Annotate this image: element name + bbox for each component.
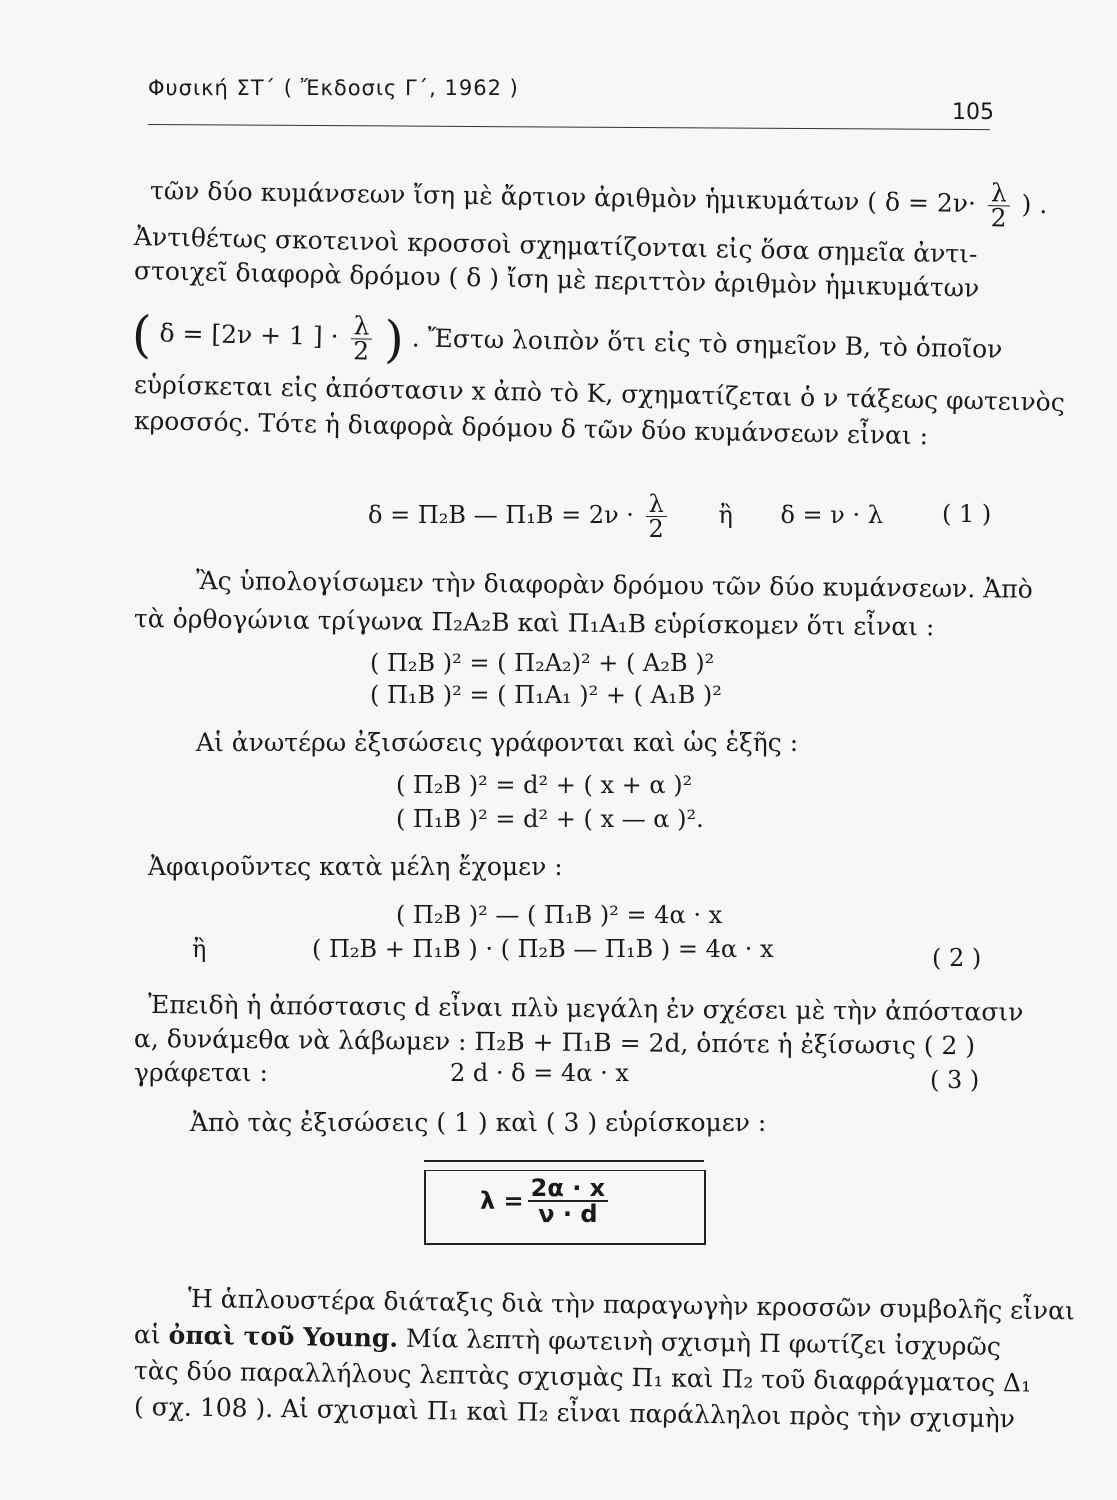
text-line-16-body: Μία λεπτὴ φωτεινὴ σχισμὴ Π φωτίζει ἰσχυρῶς bbox=[405, 1323, 1002, 1362]
text-line-2: Ἀντιθέτως σκοτεινοὶ κροσσοὶ σχηματίζονται εἰς ὅσα σημεῖα ἀντι- bbox=[133, 222, 978, 269]
text-line-10: Ἀφαιροῦντες κατὰ μέλη ἔχομεν : bbox=[148, 852, 563, 881]
fraction-denominator: 2 bbox=[352, 336, 370, 366]
big-paren-open: ( bbox=[131, 305, 153, 364]
fraction-lambda-over-2 bbox=[987, 178, 1010, 233]
text-line-1 bbox=[150, 168, 1048, 231]
fraction-numerator: 2α · x bbox=[528, 1176, 609, 1202]
text-line-1-end: ) . bbox=[1021, 189, 1048, 220]
text-line-5: εὑρίσκεται εἰς ἀπόστασιν x ἀπὸ τὸ Κ, σχηματίζεται ὁ ν τάξεως φωτεινὸς bbox=[133, 370, 1066, 417]
text-line-17: τὰς δύο παραλλήλους λεπτὰς σχισμὰς Π₁ καὶ Π₂ τοῦ διαφράγματος Δ₁ bbox=[133, 1356, 1032, 1398]
boxed-formula-lhs: λ = bbox=[480, 1187, 524, 1215]
equation-1 bbox=[368, 492, 883, 541]
fraction-denominator: ν · d bbox=[538, 1200, 598, 1228]
fraction-numerator: λ bbox=[646, 492, 667, 517]
text-line-18: ( σχ. 108 ). Αἱ σχισμαὶ Π₁ καὶ Π₂ εἶναι παράλληλοι πρὸς τὴν σχισμὴν bbox=[133, 1392, 1016, 1434]
text-line-16-start: αἱ bbox=[133, 1320, 161, 1350]
big-paren-close: ) bbox=[383, 310, 405, 369]
result-box-top-rule bbox=[424, 1160, 704, 1162]
equation-3b: ( Π₁Β )² = d² + ( x — α )². bbox=[396, 805, 704, 833]
page-number: 105 bbox=[952, 100, 994, 125]
fraction-numerator: λ bbox=[350, 314, 372, 339]
text-line-8: τὰ ὀρθογώνια τρίγωνα Π₂Α₂Β καὶ Π₁Α₁Β εὑρίσκομεν ὅτι εἶναι : bbox=[133, 604, 935, 642]
term-young-slits: ὀπαὶ τοῦ Young. bbox=[168, 1320, 399, 1353]
equation-2a: ( Π₂Β )² = ( Π₂Α₂)² + ( Α₂Β )² bbox=[370, 649, 715, 677]
equation-3a: ( Π₂Β )² = d² + ( x + α )² bbox=[396, 771, 693, 799]
text-line-3: στοιχεῖ διαφορὰ δρόμου ( δ ) ἴση μὲ περιττὸν ἀριθμὸν ἡμικυμάτων bbox=[133, 256, 980, 303]
boxed-formula bbox=[480, 1176, 612, 1226]
equation-number-3: ( 3 ) bbox=[930, 1066, 980, 1094]
text-line-1-body: τῶν δύο κυμάνσεων ἴση μὲ ἄρτιον ἀριθμὸν ἡμικυμάτων ( δ = 2ν· bbox=[149, 176, 977, 218]
text-line-6: κροσσός. Τότε ἡ διαφορὰ δρόμου δ τῶν δύο κυμάνσεων εἶναι : bbox=[133, 406, 929, 451]
text-line-15: Ἡ ἁπλουστέρα διάταξις διὰ τὴν παραγωγὴν κροσσῶν συμβολῆς εἶναι bbox=[187, 1284, 1076, 1326]
text-line-4-formula: δ = [2ν + 1 ] · bbox=[159, 318, 339, 351]
equation-4-or: ἢ bbox=[192, 935, 207, 963]
fraction-denominator: 2 bbox=[648, 515, 664, 543]
fraction-denominator: 2 bbox=[990, 203, 1007, 233]
header-rule bbox=[148, 124, 990, 130]
fraction-lambda-over-2 bbox=[646, 492, 667, 541]
fraction-lambda-over-2 bbox=[350, 311, 373, 366]
boxed-fraction bbox=[528, 1176, 609, 1226]
equation-1-or: ἢ bbox=[718, 501, 733, 529]
equation-1-lhs: δ = Π₂Β — Π₁Β = 2ν · bbox=[368, 501, 634, 529]
text-line-7: Ἂς ὑπολογίσωμεν τὴν διαφορὰν δρόμου τῶν δύο κυμάνσεων. Ἀπὸ bbox=[195, 566, 1033, 604]
equation-1-alt: δ = ν · λ bbox=[780, 501, 883, 529]
equation-number-1: ( 1 ) bbox=[942, 500, 992, 528]
text-line-12: α, δυνάμεθα νὰ λάβωμεν : Π₂Β + Π₁Β = 2d, ὁπότε ἡ ἐξίσωσις ( 2 ) bbox=[133, 1024, 976, 1061]
text-line-13: γράφεται : bbox=[134, 1058, 268, 1087]
text-line-16 bbox=[134, 1320, 1001, 1362]
equation-5: 2 d · δ = 4α · x bbox=[450, 1059, 629, 1087]
equation-2b: ( Π₁Β )² = ( Π₁Α₁ )² + ( Α₁Β )² bbox=[370, 681, 722, 709]
text-line-4-body: . Ἔστω λοιπὸν ὅτι εἰς τὸ σημεῖον Β, τὸ ὁποῖον bbox=[411, 323, 1003, 364]
text-line-14: Ἀπὸ τὰς ἐξισώσεις ( 1 ) καὶ ( 3 ) εὑρίσκομεν : bbox=[190, 1108, 767, 1137]
equation-4b: ( Π₂Β + Π₁Β ) · ( Π₂Β — Π₁Β ) = 4α · x bbox=[312, 935, 774, 963]
fraction-numerator: λ bbox=[988, 181, 1010, 206]
text-line-4 bbox=[131, 305, 1003, 376]
equation-number-2: ( 2 ) bbox=[932, 944, 982, 972]
text-line-11: Ἐπειδὴ ἡ ἀπόστασις d εἶναι πλὺ μεγάλη ἐν σχέσει μὲ τὴν ἀπόστασιν bbox=[147, 990, 1024, 1027]
text-line-9: Αἱ ἀνωτέρω ἐξισώσεις γράφονται καὶ ὡς ἑξῆς : bbox=[196, 728, 799, 757]
equation-4a: ( Π₂Β )² — ( Π₁Β )² = 4α · x bbox=[396, 901, 723, 929]
running-header: Φυσική ΣΤ΄ ( Ἔκδοσις Γ΄, 1962 ) bbox=[148, 76, 519, 100]
